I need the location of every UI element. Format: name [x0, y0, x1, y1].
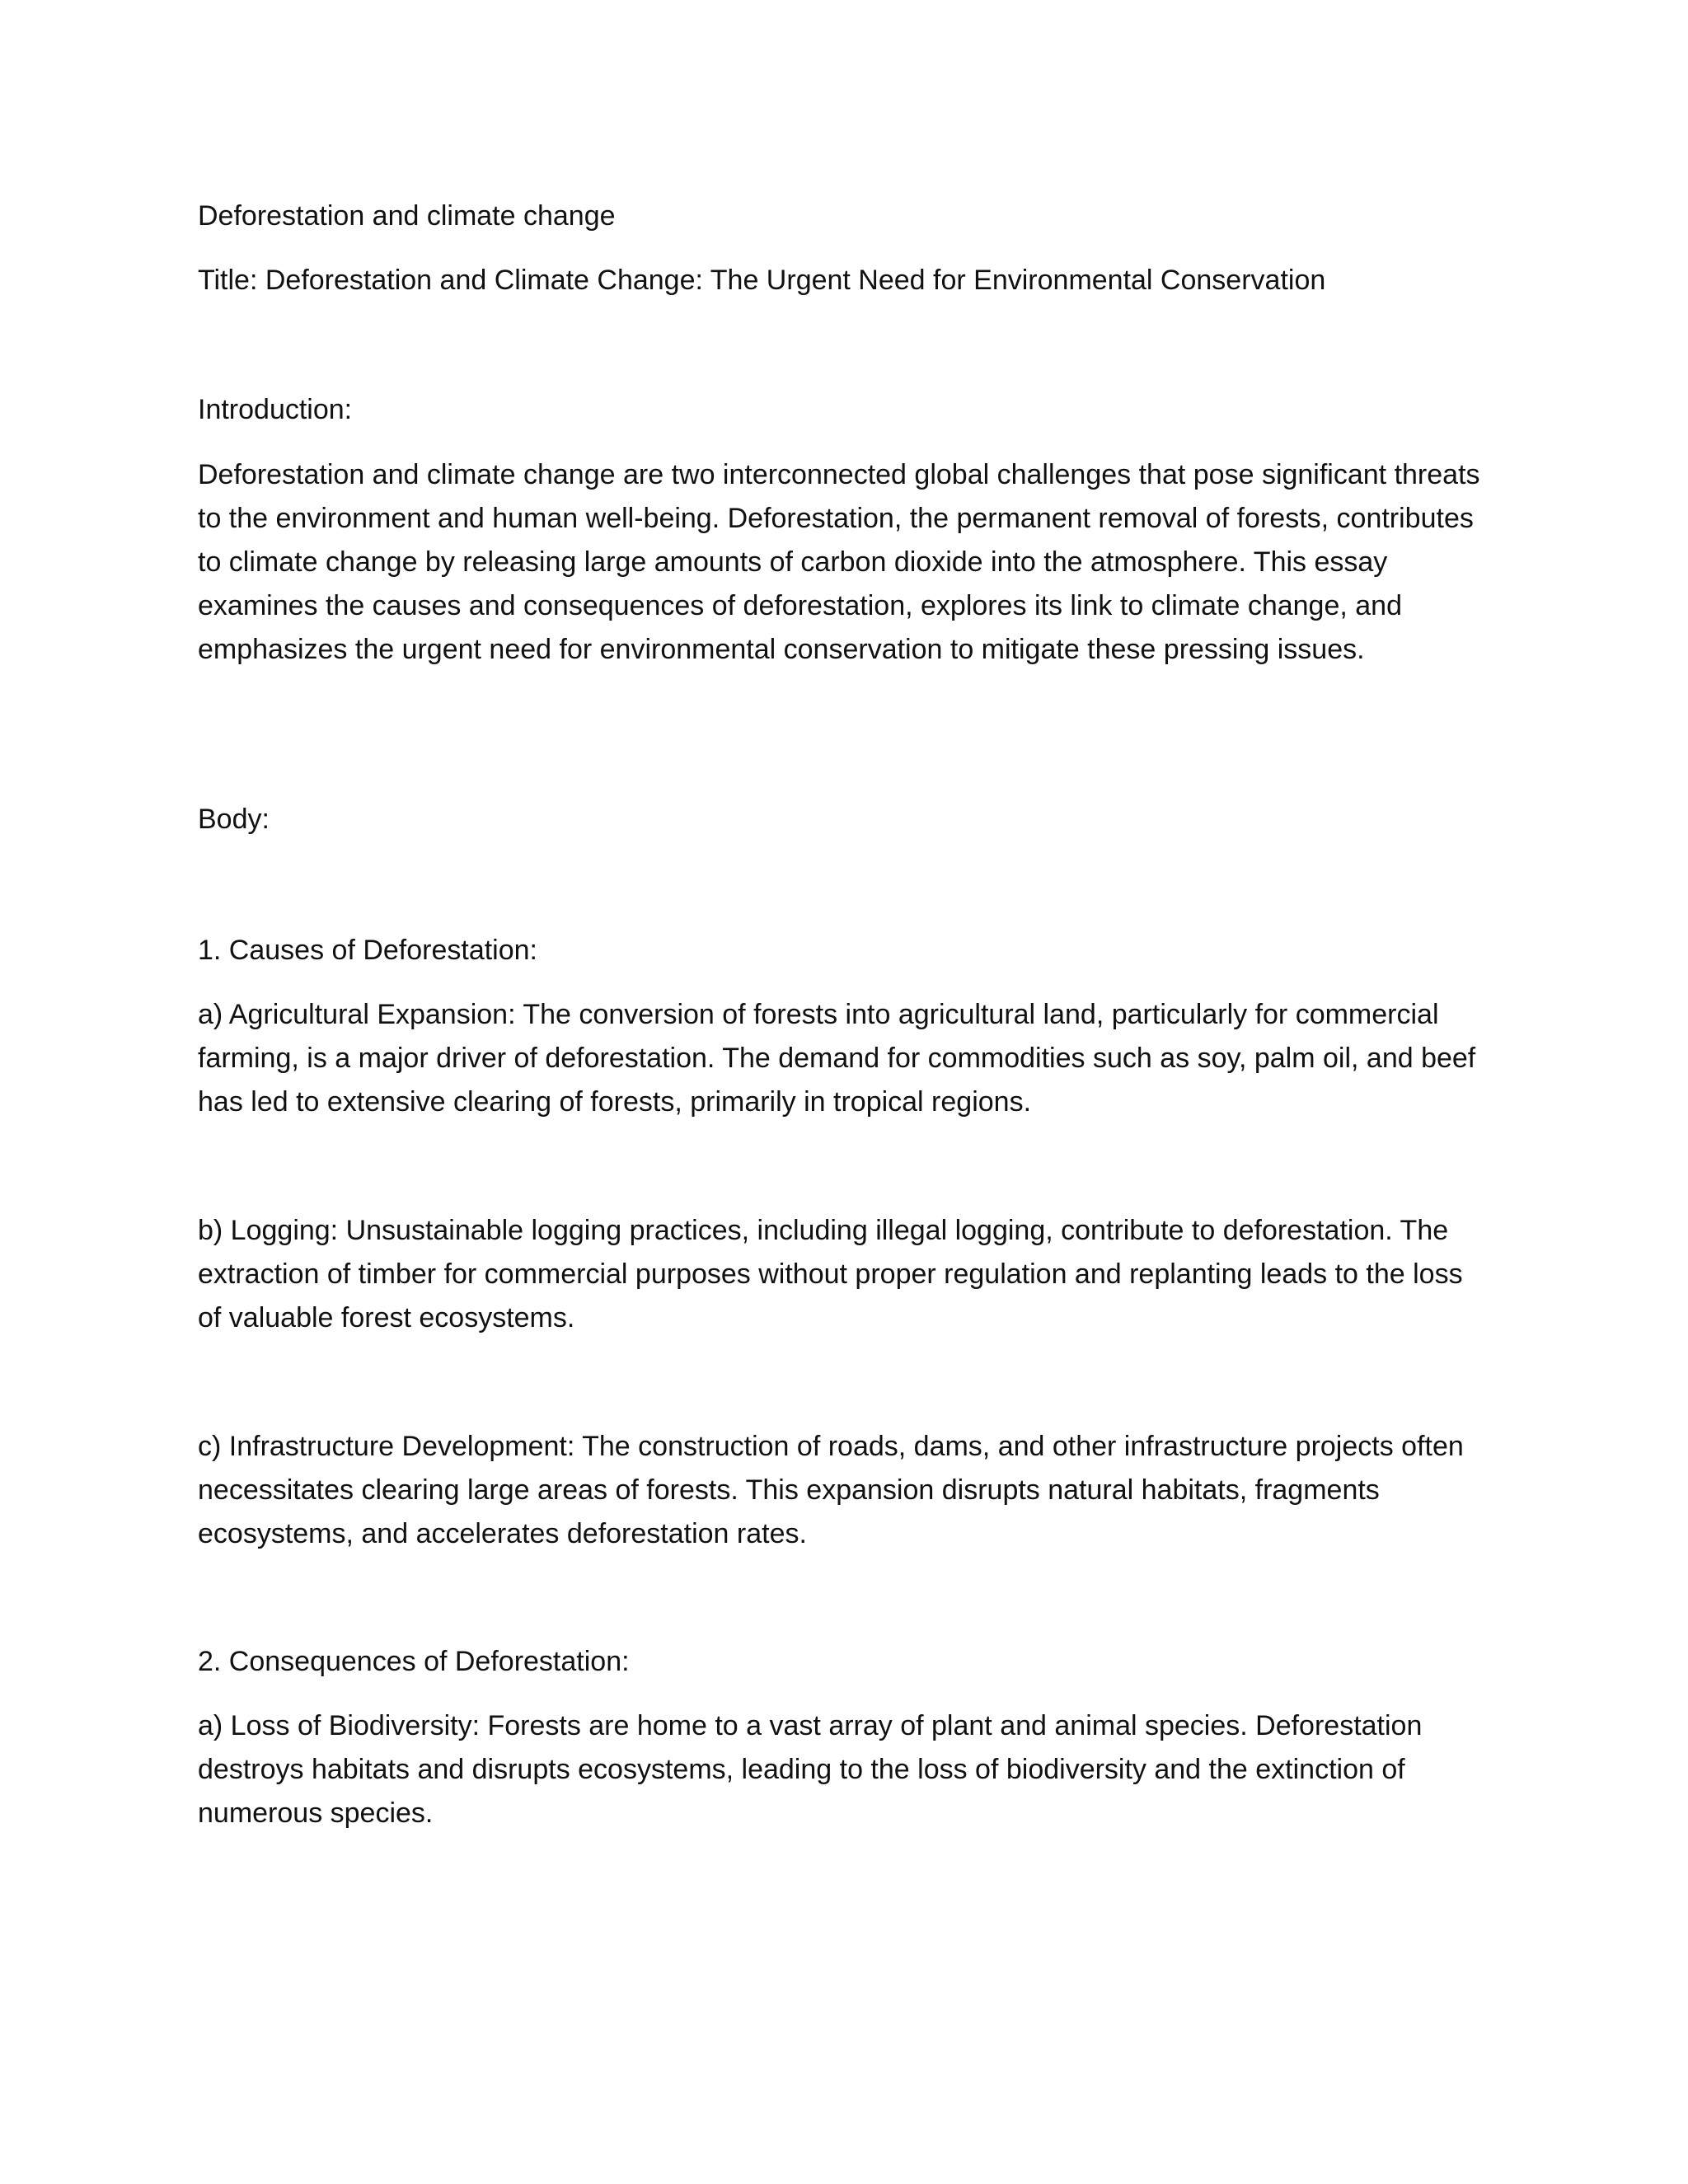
introduction-paragraph: Deforestation and climate change are two interconnected global challenges that pose significant threats to the environment and human well-being. Deforestation, the permanent removal of forests, contributes to climate change by releasing large amounts of carbon dioxide into the atmosphere. This essay examines the causes and consequences of deforestation, explores its link to climate change, and emphasizes the urgent need for environmental conservation to mitigate these pressing issues. — [198, 459, 1480, 665]
document-header-line: Deforestation and climate change — [198, 200, 616, 232]
causes-heading: 1. Causes of Deforestation: — [198, 935, 538, 966]
introduction-heading: Introduction: — [198, 394, 353, 425]
cause-infrastructure-development: c) Infrastructure Development: The construction of roads, dams, and other infrastructure projects often necessitates clearing large areas of forests. This expansion disrupts natural habitats, fragments ecosystems, and accelerates deforestation rates. — [198, 1431, 1464, 1549]
consequence-loss-of-biodiversity: a) Loss of Biodiversity: Forests are home to a vast array of plant and animal species. Deforestation destroys habitats and disrupts ecosystems, leading to the loss of biodiversity and the extinction of numerous species. — [198, 1710, 1423, 1829]
cause-agricultural-expansion: a) Agricultural Expansion: The conversion of forests into agricultural land, particularly for commercial farming, is a major driver of deforestation. The demand for commodities such as soy, palm oil, and beef has led to extensive clearing of forests, primarily in tropical regions. — [198, 999, 1476, 1118]
body-heading: Body: — [198, 804, 270, 835]
cause-logging: b) Logging: Unsustainable logging practices, including illegal logging, contribute to deforestation. The extraction of timber for commercial purposes without proper regulation and replanting leads to the loss of valuable forest ecosystems. — [198, 1215, 1463, 1333]
consequences-heading: 2. Consequences of Deforestation: — [198, 1646, 630, 1677]
document-title: Title: Deforestation and Climate Change: The Urgent Need for Environmental Conservation — [198, 265, 1326, 296]
